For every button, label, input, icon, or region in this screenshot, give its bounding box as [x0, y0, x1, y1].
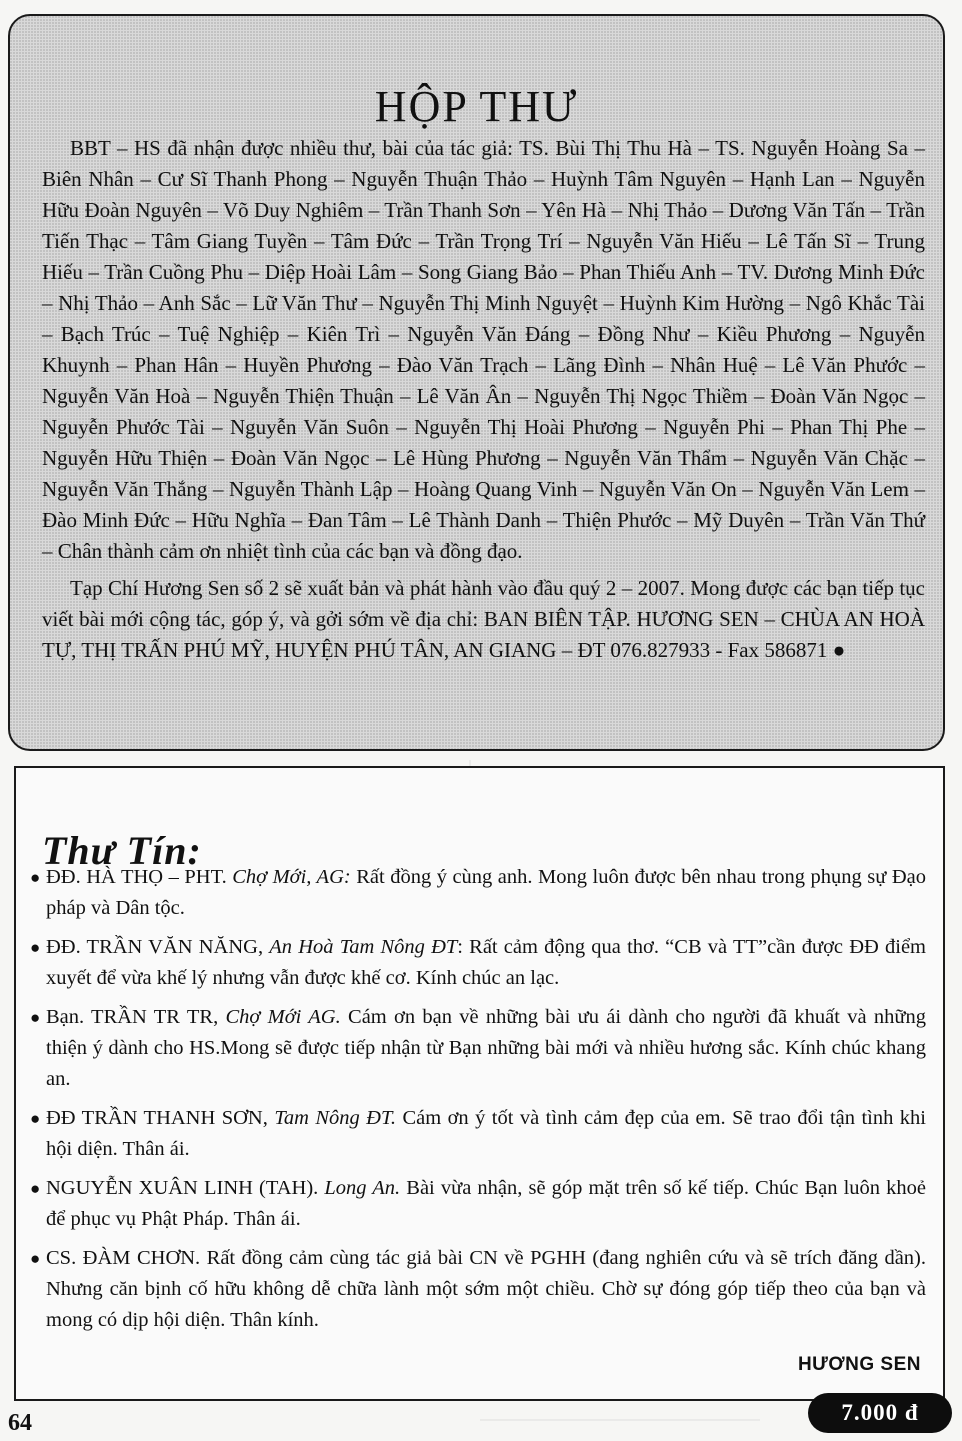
recipient-place: Long An. — [324, 1177, 401, 1199]
bullet-icon: ● — [30, 1249, 41, 1268]
bullet-icon: ● — [30, 868, 41, 887]
recipient-name: CS. ĐÀM CHƠN. — [46, 1247, 201, 1269]
list-item — [30, 932, 926, 994]
recipient-place: An Hoà Tam Nông ĐT — [269, 936, 458, 958]
recipient-name: Bạn. TRẦN TR TR, — [46, 1006, 226, 1028]
recipient-place: Chợ Mới, AG: — [232, 866, 351, 888]
letters-list — [30, 862, 926, 1344]
signature: HƯƠNG SEN — [797, 1354, 921, 1375]
bullet-icon: ● — [30, 1008, 41, 1027]
letter-reply: Rất đồng cảm cùng tác giả bài CN về PGHH (đang nghiên cứu và sẽ trích đăng dần). Nhưng căn bịnh cố hữu không dễ chữa lành một sớm một chiều. Chờ sự đóng góp tiếp theo của bạn và mong có dịp hội diện. Thân kính. — [46, 1247, 927, 1331]
letters-title: Thư Tín: — [42, 828, 202, 874]
letters-panel — [14, 766, 945, 1401]
recipient-place: Chợ Mới AG. — [225, 1006, 341, 1028]
price-badge: 7.000 đ — [808, 1393, 952, 1433]
letter-reply: Rất đồng ý cùng anh. Mong luôn được bên nhau trong phụng sự Đạo pháp và Dân tộc. — [46, 866, 926, 919]
recipient-place: Tam Nông ĐT. — [274, 1107, 396, 1129]
recipient-name: ĐĐ. HÀ THỌ – PHT. — [46, 866, 233, 888]
letter-reply: : Rất cảm động qua thơ. “CB và TT”cần được ĐĐ điểm xuyết để vừa khế lý nhưng vẫn được khế cơ. Kính chúc an lạc. — [46, 936, 926, 989]
recipient-name: ĐĐ. TRẦN VĂN NĂNG, — [46, 936, 270, 958]
bullet-icon: ● — [30, 938, 41, 957]
recipient-name: NGUYỄN XUÂN LINH (TAH). — [46, 1177, 325, 1199]
list-item — [30, 862, 926, 924]
mailbox-body — [42, 133, 925, 666]
mailbox-title: HỘP THƯ — [374, 82, 579, 132]
mailbox-paragraph-announcement: Tạp Chí Hương Sen số 2 sẽ xuất bản và phát hành vào đầu quý 2 – 2007. Mong được các bạn tiếp tục viết bài mới cộng tác, góp ý, và gởi sớm về địa chỉ: BAN BIÊN TẬP. HƯƠNG SEN – CHÙA AN HOÀ TỰ, THỊ TRẤN PHÚ MỸ, HUYỆN PHÚ TÂN, AN GIANG – ĐT 076.827933 - Fax 586871 ● — [42, 576, 925, 662]
mailbox-paragraph-authors: BBT – HS đã nhận được nhiều thư, bài của tác giả: TS. Bùi Thị Thu Hà – TS. Nguyễn Hoàng Sa – Biên Nhân – Cư Sĩ Thanh Phong – Nguyễn Thuận Thảo – Huỳnh Tâm Nguyên – Hạnh Lan – Nguyễn Hữu Đoàn Nguyên – Võ Duy Nghiêm – Trần Thanh Sơn – Yên Hà – Nhị Thảo – Dương Văn Tấn – Trần Tiến Thạc – Tâm Giang Tuyền – Tâm Đức – Trần Trọng Trí – Nguyễn Văn Hiếu – Lê Tấn Sĩ – Trung Hiếu – Trần Cuồng Phu – Diệp Hoài Lâm – Song Giang Bảo – Phan Thiếu Anh – TV. Dương Minh Đức – Nhị Thảo – Anh Sắc – Lữ Văn Thư – Nguyễn Thị Minh Nguyệt – Huỳnh Kim Hường – Ngô Khắc Tài – Bạch Trúc – Tuệ Nghiệp – Kiên Trì – Nguyễn Văn Đáng – Đồng Như – Kiều Phương – Nguyễn Khuynh – Phan Hân – Huyền Phương – Đào Văn Trạch – Lãng Đình – Nhân Huệ – Lê Văn Phước – Nguyễn Văn Hoà – Nguyễn Thiện Thuận – Lê Văn Ân – Nguyễn Thị Ngọc Thiềm – Đoàn Văn Ngọc – Nguyễn Phước Tài – Nguyễn Văn Suôn – Nguyễn Thị Hoài Phương – Nguyễn Phi – Phan Thị Phe – Nguyễn Hữu Thiện – Đoàn Văn Ngọc – Lê Hùng Phương – Nguyễn Văn Thẩm – Nguyễn Văn Chặc – Nguyễn Văn Thắng – Nguyễn Thành Lập – Hoàng Quang Vinh – Nguyễn Văn On – Nguyễn Văn Lem – Đào Minh Đức – Hữu Nghĩa – Đan Tâm – Lê Thành Danh – Thiện Phước – Mỹ Duyên – Trần Văn Thứ – Chân thành cảm ơn nhiệt tình của các bạn và đồng đạo. — [42, 136, 925, 563]
letter-reply: Bài vừa nhận, sẽ góp mặt trên số kế tiếp. Chúc Bạn luôn khoẻ để phục vụ Phật Pháp. Thân ái. — [46, 1177, 926, 1230]
bullet-icon: ● — [30, 1179, 41, 1198]
list-item — [30, 1243, 926, 1336]
list-item — [30, 1103, 926, 1165]
page-number: 64 — [8, 1410, 32, 1436]
mailbox-panel — [8, 14, 945, 751]
letter-reply: Cám ơn bạn về những bài ưu ái dành cho người đã khuất và những thiện ý dành cho HS.Mong sẽ được tiếp nhận từ Bạn những bài mới và nhiều hương sắc. Kính chúc khang an. — [46, 1006, 927, 1090]
bullet-icon: ● — [30, 1109, 41, 1128]
list-item — [30, 1173, 926, 1235]
letter-reply: Cám ơn ý tốt và tình cảm đẹp của em. Sẽ trao đổi tận tình khi hội diện. Thân ái. — [46, 1107, 926, 1160]
recipient-name: ĐĐ TRẦN THANH SƠN, — [46, 1107, 275, 1129]
list-item — [30, 1002, 926, 1095]
